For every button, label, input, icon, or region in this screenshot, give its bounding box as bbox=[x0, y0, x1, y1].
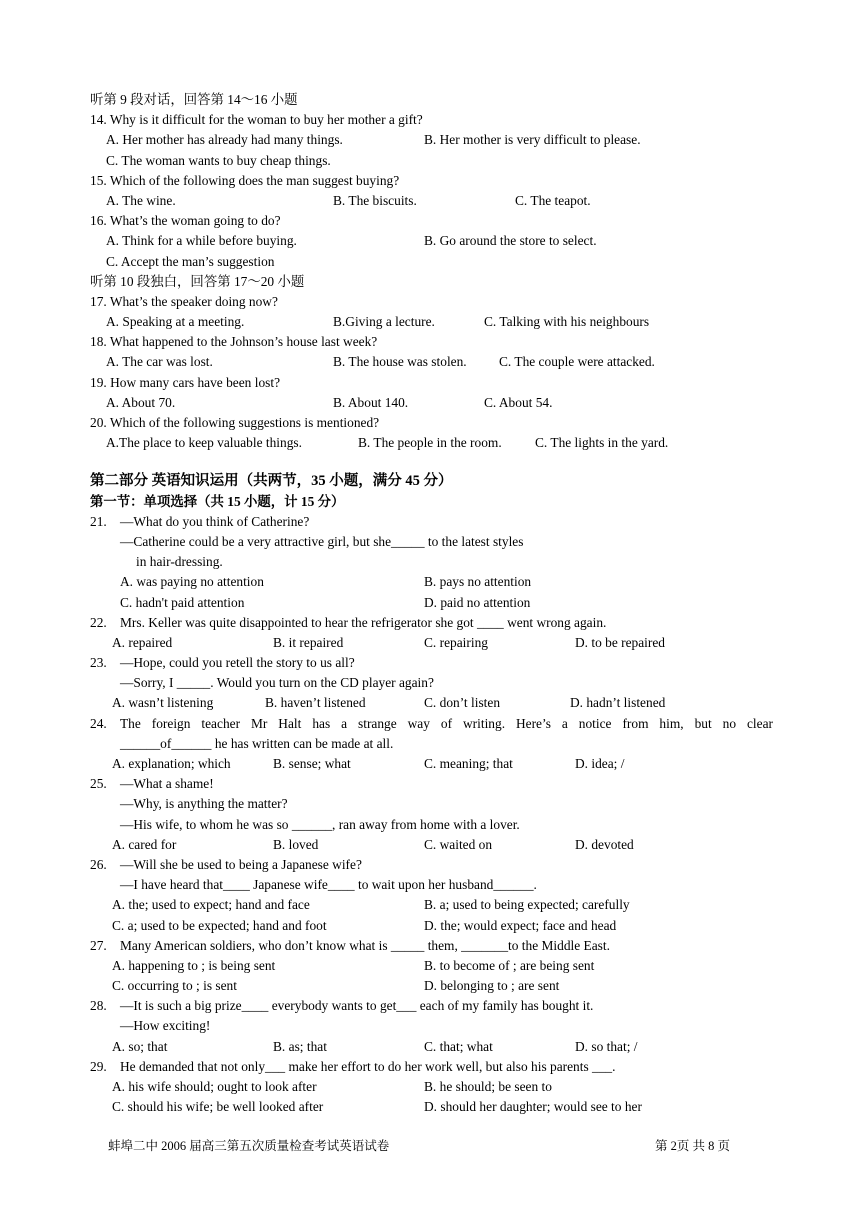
option-b: B. The house was stolen. bbox=[333, 354, 467, 370]
question-28-line: 28. —It is such a big prize____ everybody wants to get___ each of my family has bought it. bbox=[90, 996, 773, 1016]
option-d: D. the; would expect; face and head bbox=[424, 917, 617, 933]
option-b: B. it repaired bbox=[273, 634, 344, 650]
option-c: C. The couple were attacked. bbox=[499, 354, 655, 370]
footer-exam-title: 蚌埠二中 2006 届高三第五次质量检查考试英语试卷 bbox=[108, 1139, 390, 1153]
option-b: B. The people in the room. bbox=[358, 435, 502, 451]
option-c: C. hadn't paid attention bbox=[120, 594, 245, 610]
question-number: 21. bbox=[90, 513, 107, 529]
option-b: B. The biscuits. bbox=[333, 192, 417, 208]
question-23-line: —Sorry, I _____. Would you turn on the CD player again? bbox=[120, 675, 434, 691]
question-25-line: 25. —What a shame! bbox=[90, 774, 773, 794]
question-number: 22. bbox=[90, 614, 107, 630]
footer-page-number: 第 2页 共 8 页 bbox=[654, 1139, 730, 1153]
option-a: A. Think for a while before buying. bbox=[106, 233, 297, 249]
option-c: C. occurring to ; is sent bbox=[112, 978, 237, 994]
question-number: 25. bbox=[90, 776, 107, 792]
question-24-options-row bbox=[90, 754, 773, 774]
option-c: C. About 54. bbox=[484, 394, 553, 410]
option-b: B. Her mother is very difficult to please. bbox=[424, 132, 641, 148]
question-14-stem: 14. Why is it difficult for the woman to buy her mother a gift? bbox=[90, 112, 423, 128]
question-25-line: —Why, is anything the matter? bbox=[120, 796, 288, 812]
option-d: D. belonging to ; are sent bbox=[424, 978, 560, 994]
option-c: C. The lights in the yard. bbox=[535, 435, 669, 451]
question-15-options-row bbox=[90, 191, 773, 211]
question-29-options-row bbox=[90, 1077, 773, 1097]
question-23-options-row bbox=[90, 693, 773, 713]
question-number: 27. bbox=[90, 937, 107, 953]
option-b: B. he should; be seen to bbox=[424, 1079, 552, 1094]
question-28-options-row bbox=[90, 1037, 773, 1057]
option-c: C. Talking with his neighbours bbox=[484, 314, 650, 330]
option-a: A. repaired bbox=[112, 634, 173, 650]
question-number: 29. bbox=[90, 1058, 107, 1074]
option-a: A. The car was lost. bbox=[106, 354, 213, 370]
page-footer bbox=[108, 1136, 730, 1156]
option-b: B. a; used to being expected; carefully bbox=[424, 897, 630, 913]
question-28-line: —How exciting! bbox=[120, 1018, 211, 1034]
option-d: D. to be repaired bbox=[575, 634, 665, 650]
option-c: C. Accept the man’s suggestion bbox=[106, 253, 275, 269]
question-16-options-row bbox=[90, 231, 773, 251]
option-d: D. idea; / bbox=[575, 756, 625, 771]
question-21-line: 21. —What do you think of Catherine? bbox=[90, 512, 773, 532]
question-21-options-row bbox=[90, 572, 773, 592]
option-a: A. the; used to expect; hand and face bbox=[112, 897, 310, 913]
question-19-options-row bbox=[90, 393, 773, 413]
question-27-options-row bbox=[90, 956, 773, 976]
option-d: D. devoted bbox=[575, 836, 634, 852]
option-a: A. so; that bbox=[112, 1038, 168, 1054]
option-d: D. should her daughter; would see to her bbox=[424, 1099, 642, 1115]
option-b: B. as; that bbox=[273, 1038, 327, 1054]
question-19-stem: 19. How many cars have been lost? bbox=[90, 374, 281, 390]
question-24-stem: ______of______ he has written can be made at all. bbox=[120, 735, 394, 751]
option-b: B. to become of ; are being sent bbox=[424, 957, 595, 973]
option-c: C. that; what bbox=[424, 1038, 493, 1054]
option-a: A. was paying no attention bbox=[120, 574, 264, 590]
option-d: D. so that; / bbox=[575, 1038, 638, 1054]
spacer bbox=[90, 453, 773, 471]
question-29-stem: 29. He demanded that not only___ make her effort to do her work well, but also his parents ___. bbox=[90, 1057, 773, 1077]
option-b: B. sense; what bbox=[273, 756, 351, 771]
question-29-options-row bbox=[90, 1097, 773, 1117]
option-c: C. meaning; that bbox=[424, 756, 513, 771]
option-a: A. explanation; which bbox=[112, 756, 231, 771]
option-b: B. haven’t listened bbox=[265, 695, 366, 711]
question-26-options-row bbox=[90, 916, 773, 936]
question-18-stem: 18. What happened to the Johnson’s house last week? bbox=[90, 334, 378, 350]
option-b: B. pays no attention bbox=[424, 574, 532, 590]
part-2-heading: 第二部分 英语知识运用（共两节，35 小题，满分 45 分） bbox=[90, 473, 453, 490]
question-17-stem: 17. What’s the speaker doing now? bbox=[90, 293, 278, 309]
option-a: A. happening to ; is being sent bbox=[112, 957, 276, 973]
question-20-stem: 20. Which of the following suggestions is mentioned? bbox=[90, 415, 380, 430]
option-a: A. The wine. bbox=[106, 192, 176, 208]
question-21-line: in hair-dressing. bbox=[136, 554, 223, 570]
question-27-stem: 27. Many American soldiers, who don’t know what is _____ them, _______to the Middle East. bbox=[90, 936, 773, 956]
option-c: C. waited on bbox=[424, 836, 493, 852]
option-b: B. loved bbox=[273, 836, 319, 852]
option-a: A. his wife should; ought to look after bbox=[112, 1079, 317, 1094]
question-17-options-row bbox=[90, 312, 773, 332]
option-c: C. don’t listen bbox=[424, 695, 501, 711]
question-14-options-row bbox=[90, 130, 773, 150]
question-15-stem: 15. Which of the following does the man suggest buying? bbox=[90, 172, 400, 188]
option-b: B. Go around the store to select. bbox=[424, 233, 597, 249]
option-d: D. paid no attention bbox=[424, 594, 531, 610]
question-25-line: —His wife, to whom he was so ______, ran away from home with a lover. bbox=[120, 816, 520, 832]
option-a: A. wasn’t listening bbox=[112, 695, 214, 711]
section-9-heading: 听第 9 段对话，回答第 14～16 小题 bbox=[90, 92, 298, 107]
question-number: 24. bbox=[90, 715, 107, 731]
question-22-stem: 22. Mrs. Keller was quite disappointed to hear the refrigerator she got ____ went wrong again. bbox=[90, 613, 773, 633]
question-23-line: 23. —Hope, could you retell the story to us all? bbox=[90, 653, 773, 673]
question-27-options-row bbox=[90, 976, 773, 996]
question-number: 26. bbox=[90, 856, 107, 872]
question-25-options-row bbox=[90, 835, 773, 855]
option-a: A. Speaking at a meeting. bbox=[106, 314, 245, 330]
option-b: B. About 140. bbox=[333, 394, 409, 410]
option-c: C. should his wife; be well looked after bbox=[112, 1099, 324, 1115]
option-c: C. repairing bbox=[424, 634, 488, 650]
option-c: C. The woman wants to buy cheap things. bbox=[106, 152, 331, 168]
question-24-stem: 24. The foreign teacher Mr Halt has a strange way of writing. Here’s a notice from him, but no clear bbox=[90, 714, 773, 734]
question-14-options-row bbox=[90, 151, 773, 171]
question-number: 23. bbox=[90, 655, 107, 671]
option-a: A. About 70. bbox=[106, 394, 176, 410]
option-c: C. The teapot. bbox=[515, 192, 591, 208]
option-a: A. cared for bbox=[112, 836, 177, 852]
question-16-stem: 16. What’s the woman going to do? bbox=[90, 213, 281, 229]
option-a: A.The place to keep valuable things. bbox=[106, 435, 302, 451]
exam-page bbox=[90, 90, 773, 1117]
question-22-options-row bbox=[90, 633, 773, 653]
section-10-heading: 听第 10 段独白，回答第 17～20 小题 bbox=[90, 273, 305, 289]
question-18-options-row bbox=[90, 352, 773, 372]
question-16-options-row bbox=[90, 252, 773, 272]
option-c: C. a; used to be expected; hand and foot bbox=[112, 917, 327, 933]
option-a: A. Her mother has already had many things. bbox=[106, 132, 343, 148]
question-26-line: 26. —Will she be used to being a Japanese wife? bbox=[90, 855, 773, 875]
question-26-options-row bbox=[90, 895, 773, 915]
question-21-options-row bbox=[90, 593, 773, 613]
question-20-options-row bbox=[90, 433, 773, 453]
part-2-subheading: 第一节：单项选择（共 15 小题，计 15 分） bbox=[90, 493, 345, 509]
question-number: 28. bbox=[90, 998, 107, 1014]
option-b: B.Giving a lecture. bbox=[333, 314, 435, 330]
question-21-line: —Catherine could be a very attractive girl, but she_____ to the latest styles bbox=[120, 533, 524, 549]
option-d: D. hadn’t listened bbox=[570, 695, 666, 711]
question-26-line: —I have heard that____ Japanese wife____ to wait upon her husband______. bbox=[120, 877, 537, 893]
